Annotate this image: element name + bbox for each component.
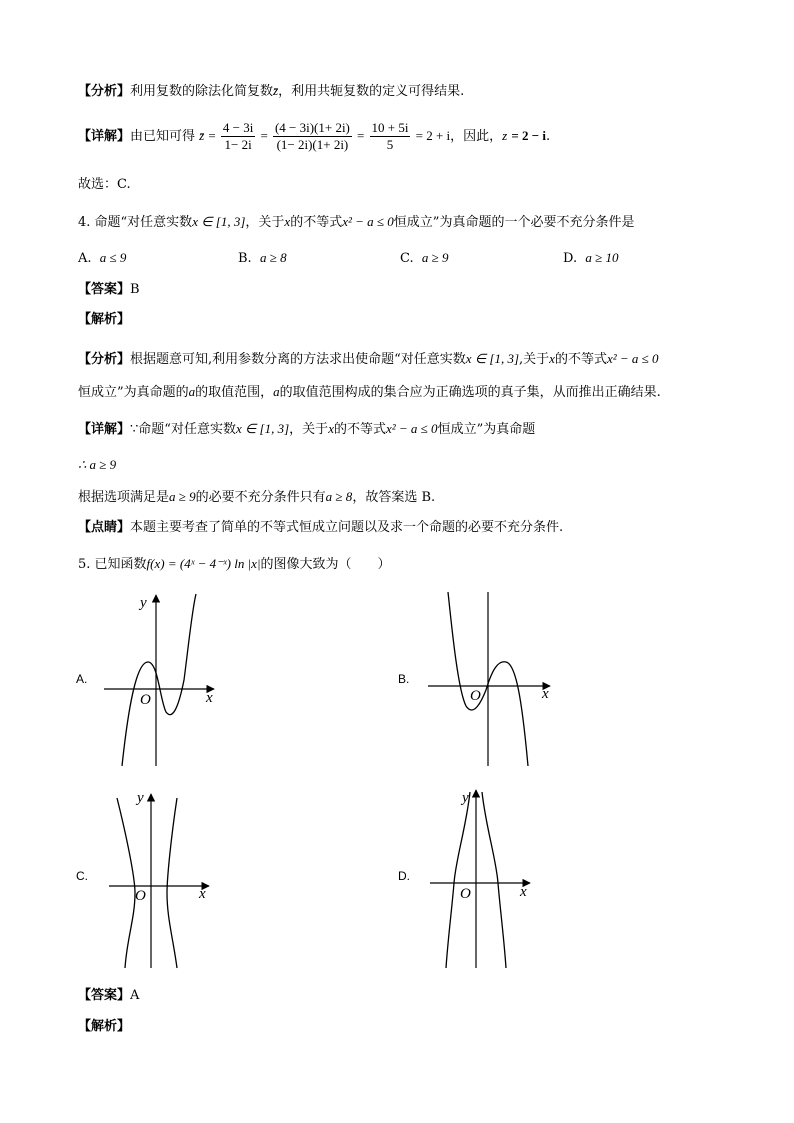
analysis-a: a bbox=[188, 384, 196, 399]
jiexi-tag: 【解析】 bbox=[78, 1019, 131, 1034]
equals-2: = bbox=[260, 128, 268, 143]
basis-text: ，故答案选 B. bbox=[352, 490, 436, 505]
graph-b bbox=[424, 590, 559, 770]
q4-therefore: ∴ a ≥ 9 bbox=[78, 457, 117, 472]
q4-jiexi bbox=[78, 311, 130, 329]
option-value: a ≥ 10 bbox=[585, 250, 619, 265]
answer-tag: 【答案】 bbox=[78, 282, 131, 297]
option-label: A. bbox=[78, 251, 92, 266]
fraction-2 bbox=[273, 120, 352, 153]
because-symbol: ∵ bbox=[130, 421, 139, 436]
basis-a: a ≥ 9 bbox=[169, 489, 196, 504]
analysis-condition: x ∈ [1, 3] bbox=[465, 351, 520, 366]
z-conjugate-2: z̄ bbox=[199, 128, 205, 143]
origin-label: O bbox=[140, 692, 151, 708]
option-label: C. bbox=[400, 251, 414, 266]
curve-c-left bbox=[117, 798, 135, 968]
analysis-text: 的取值范围构成的集合应为正确选项的真子集，从而推出正确结果. bbox=[279, 385, 661, 400]
curve-a bbox=[122, 594, 196, 766]
detail-condition: x ∈ [1, 3] bbox=[235, 421, 290, 436]
option-label: B. bbox=[238, 251, 252, 266]
x-label: x bbox=[542, 686, 549, 702]
q4-stem bbox=[78, 213, 634, 232]
final-value: = 2 − i bbox=[511, 128, 547, 143]
choice-line: 故选：C. bbox=[78, 177, 131, 192]
detail-text: 命题“对任意实数 bbox=[138, 422, 236, 437]
origin-label: O bbox=[135, 888, 146, 904]
graph-b-label: B. bbox=[398, 672, 410, 686]
basis-text: 的必要不充分条件只有 bbox=[195, 490, 326, 505]
y-label: y bbox=[140, 595, 147, 611]
q5-stem bbox=[78, 555, 391, 574]
graph-d bbox=[426, 788, 546, 970]
curve-d-left bbox=[446, 792, 470, 968]
analysis-a: a bbox=[273, 384, 280, 399]
q4-detail-line bbox=[78, 420, 535, 439]
period: . bbox=[546, 129, 551, 144]
fraction-2-num: (4 − 3i)(1+ 2i) bbox=[274, 120, 350, 135]
q4-option-d bbox=[563, 250, 619, 266]
fraction-1-den: 1− 2i bbox=[224, 137, 252, 152]
answer-tag: 【答案】 bbox=[78, 988, 131, 1003]
origin-label: O bbox=[470, 688, 481, 704]
q4-analysis-line-1 bbox=[78, 350, 659, 369]
analysis-tag: 【分析】 bbox=[78, 84, 131, 99]
z-var: z bbox=[502, 128, 508, 143]
basis-text: 根据选项满足是 bbox=[78, 490, 170, 505]
detail-text: ，关于 bbox=[289, 422, 329, 437]
q5-stem-1: 5. 已知函数 bbox=[78, 557, 147, 572]
q4-comment bbox=[78, 519, 563, 537]
analysis-inequality: x² − a ≤ 0 bbox=[606, 351, 659, 366]
graph-a bbox=[100, 590, 230, 770]
comment-tag: 【点睛】 bbox=[78, 520, 131, 535]
detail-tag: 【详解】 bbox=[78, 129, 131, 144]
basis-b: a ≥ 8 bbox=[325, 489, 353, 504]
q4-option-c bbox=[400, 250, 449, 266]
q4-answer bbox=[78, 281, 140, 299]
y-label: y bbox=[137, 790, 144, 806]
equals-3: = bbox=[357, 128, 365, 143]
y-label: y bbox=[462, 790, 469, 806]
answer-value: B bbox=[130, 282, 140, 297]
q5-answer bbox=[78, 987, 139, 1005]
detail-text: 的不等式 bbox=[333, 422, 386, 437]
fraction-1 bbox=[221, 120, 255, 153]
comment-text: 本题主要考查了简单的不等式恒成立问题以及求一个命题的必要不充分条件. bbox=[130, 520, 564, 535]
q4-stem-2: ，关于 bbox=[245, 215, 285, 230]
analysis-tag: 【分析】 bbox=[78, 352, 131, 367]
q4-stem-1: 4. 命题“对任意实数 bbox=[78, 215, 193, 230]
analysis-text: 根据题意可知,利用参数分离的方法求出使命题“对任意实数 bbox=[130, 352, 466, 367]
analysis-text: ,关于 bbox=[519, 352, 550, 367]
option-label: D. bbox=[563, 251, 578, 266]
option-value: a ≤ 9 bbox=[99, 250, 127, 265]
curve-c-right bbox=[167, 798, 177, 968]
analysis-text: 的不等式 bbox=[554, 352, 607, 367]
detail-x: x bbox=[328, 421, 334, 436]
detail-inequality: x² − a ≤ 0 bbox=[385, 421, 438, 436]
analysis-line-1 bbox=[78, 82, 464, 101]
option-value: a ≥ 8 bbox=[259, 250, 287, 265]
answer-value: A bbox=[130, 988, 140, 1003]
graph-c-label: C. bbox=[76, 869, 88, 883]
graph-c bbox=[105, 788, 225, 970]
q4-x: x bbox=[284, 214, 291, 229]
graph-a-label: A. bbox=[76, 672, 88, 686]
detail-line-1 bbox=[78, 116, 550, 160]
x-label: x bbox=[520, 884, 527, 900]
q4-condition: x ∈ [1, 3] bbox=[192, 214, 246, 229]
q4-stem-4: 恒成立”为真命题的一个必要不充分条件是 bbox=[393, 215, 635, 230]
analysis-text-2: ，利用共轭复数的定义可得结果. bbox=[278, 84, 465, 99]
x-label: x bbox=[199, 886, 206, 902]
q5-jiexi bbox=[78, 1018, 130, 1036]
q5-stem-2: 的图像大致为（ ） bbox=[260, 557, 391, 572]
detail-text: 恒成立”为真命题 bbox=[437, 422, 536, 437]
fraction-3-den: 5 bbox=[386, 137, 394, 152]
equals-1: = bbox=[208, 128, 216, 143]
x-label: x bbox=[206, 690, 213, 706]
q4-stem-3: 的不等式 bbox=[290, 215, 343, 230]
curve-d-right bbox=[482, 792, 506, 968]
detail-text-1: 由已知可得 bbox=[130, 129, 196, 144]
fraction-3 bbox=[370, 120, 411, 153]
detail-text-2: ，因此， bbox=[450, 129, 503, 144]
z-conjugate: z̄ bbox=[273, 83, 279, 98]
origin-label: O bbox=[460, 886, 471, 902]
q5-function: f(x) = (4ˣ − 4⁻ˣ) ln |x| bbox=[146, 556, 261, 571]
jiexi-tag: 【解析】 bbox=[78, 312, 131, 327]
q4-inequality: x² − a ≤ 0 bbox=[342, 214, 394, 229]
fraction-3-num: 10 + 5i bbox=[371, 120, 409, 135]
q4-basis bbox=[78, 488, 435, 507]
q4-option-b bbox=[238, 250, 287, 266]
fraction-1-num: 4 − 3i bbox=[222, 120, 254, 135]
analysis-text: 恒成立”为真命题的 bbox=[78, 385, 189, 400]
q4-option-a bbox=[78, 250, 126, 266]
q4-analysis-line-2 bbox=[78, 383, 661, 402]
fraction-2-den: (1− 2i)(1+ 2i) bbox=[276, 137, 349, 152]
analysis-text: 的取值范围， bbox=[195, 385, 274, 400]
graph-d-label: D. bbox=[398, 869, 410, 883]
result-value: = 2 + i bbox=[415, 128, 451, 143]
analysis-text-1: 利用复数的除法化简复数 bbox=[130, 84, 274, 99]
analysis-x: x bbox=[549, 351, 555, 366]
option-value: a ≥ 9 bbox=[421, 250, 449, 265]
detail-tag: 【详解】 bbox=[78, 422, 131, 437]
